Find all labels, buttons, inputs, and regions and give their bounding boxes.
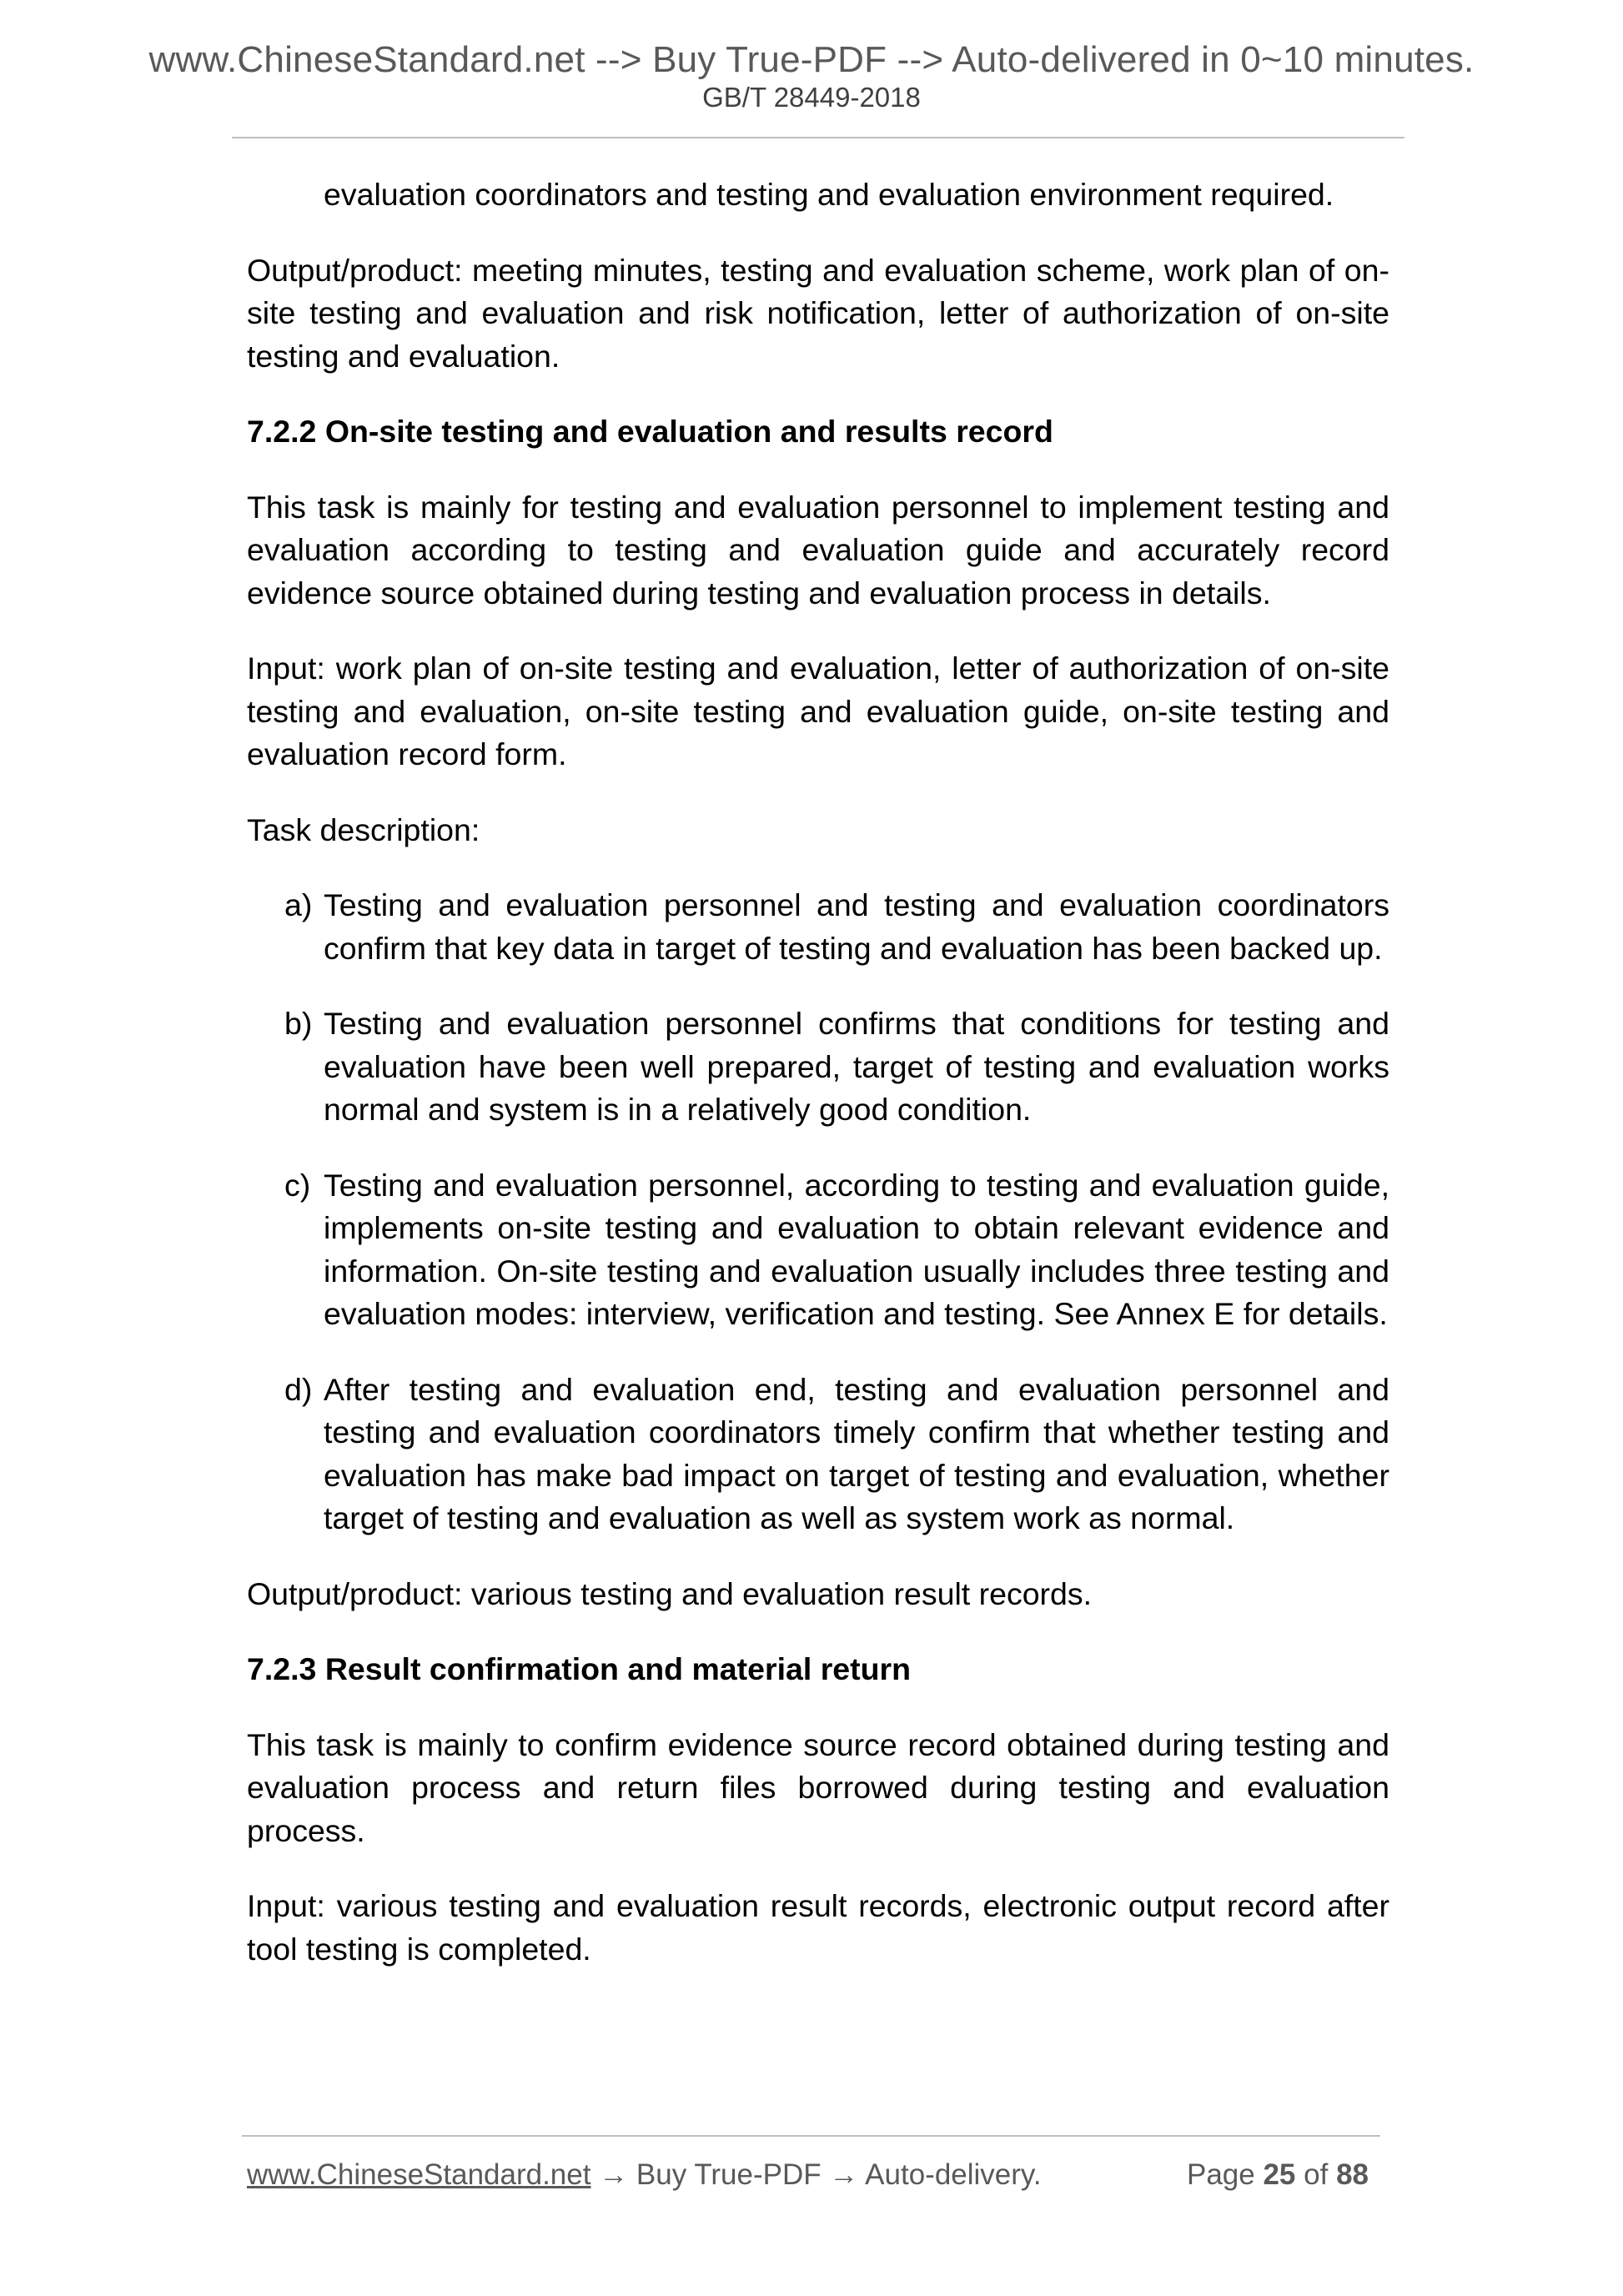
list-item — [247, 1164, 1389, 1336]
header-banner: www.ChineseStandard.net --> Buy True-PDF --> Auto-delivered in 0~10 minutes. — [148, 39, 1475, 80]
list-item-text: Testing and evaluation personnel confirms that conditions for testing and evaluation have been well prepared, target of testing and evaluation works normal and system is in a relatively good condition. — [324, 1006, 1389, 1127]
input-paragraph-723: Input: various testing and evaluation result records, electronic output record after tool testing is completed. — [247, 1888, 1389, 1967]
output-paragraph-722: Output/product: various testing and evaluation result records. — [247, 1575, 1093, 1611]
output-paragraph-721: Output/product: meeting minutes, testing and evaluation scheme, work plan of on-site testing and evaluation and risk notification, letter of authorization of on-site testing and evaluation. — [247, 252, 1389, 374]
page-total: 88 — [1336, 2158, 1369, 2191]
page-content — [247, 173, 1389, 2003]
footer-site-link[interactable]: www.ChineseStandard.net — [247, 2158, 591, 2191]
page-label: Page — [1186, 2158, 1255, 2191]
list-marker: a) — [284, 887, 313, 922]
list-item — [247, 1002, 1389, 1132]
footer — [247, 2160, 1385, 2189]
task-paragraph-722: This task is mainly for testing and evaluation personnel to implement testing and evaluation according to testing and evaluation guide and accurately record evidence source obtained during testing and evaluation process in details. — [247, 489, 1389, 610]
input-paragraph-722: Input: work plan of on-site testing and evaluation, letter of authorization of on-site testing and evaluation, on-site testing and evaluation guide, on-site testing and evaluation record form. — [247, 651, 1389, 771]
standard-code: GB/T 28449-2018 — [702, 82, 921, 113]
list-marker: c) — [284, 1167, 311, 1203]
list-marker: d) — [284, 1371, 313, 1407]
footer-divider — [242, 2135, 1380, 2137]
page-of-label: of — [1304, 2158, 1329, 2191]
header-divider — [232, 137, 1404, 138]
list-marker: b) — [284, 1006, 313, 1041]
list-item — [247, 1369, 1389, 1540]
list-item-text: Testing and evaluation personnel, according to testing and evaluation guide, implements on-site testing and evaluation to obtain relevant evidence and information. On-site testing and evaluation usually includes three testing and evaluation modes: interview, verification and testing. See Annex E for details. — [324, 1167, 1389, 1331]
page-current: 25 — [1263, 2158, 1296, 2191]
footer-tagline: → Buy True-PDF → Auto-delivery. — [590, 2158, 1042, 2191]
task-description-label: Task description: — [247, 811, 480, 847]
list-item-text: After testing and evaluation end, testing and evaluation personnel and testing and evaluation coordinators timely confirm that whether testing and evaluation has make bad impact on target of testing and evaluation, whether target of testing and evaluation as well as system work as normal. — [324, 1371, 1389, 1535]
section-heading-723: 7.2.3 Result confirmation and material return — [247, 1651, 912, 1686]
list-item-text: Testing and evaluation personnel and testing and evaluation coordinators confirm that key data in target of testing and evaluation has been backed up. — [324, 887, 1389, 966]
list-item — [247, 884, 1389, 970]
continued-line: evaluation coordinators and testing and evaluation environment required. — [324, 177, 1334, 212]
page-indicator — [1187, 2160, 1369, 2189]
task-paragraph-723: This task is mainly to confirm evidence source record obtained during testing and evaluation process and return files borrowed during testing and evaluation process. — [247, 1726, 1389, 1848]
section-heading-722: 7.2.2 On-site testing and evaluation and results record — [247, 414, 1053, 449]
